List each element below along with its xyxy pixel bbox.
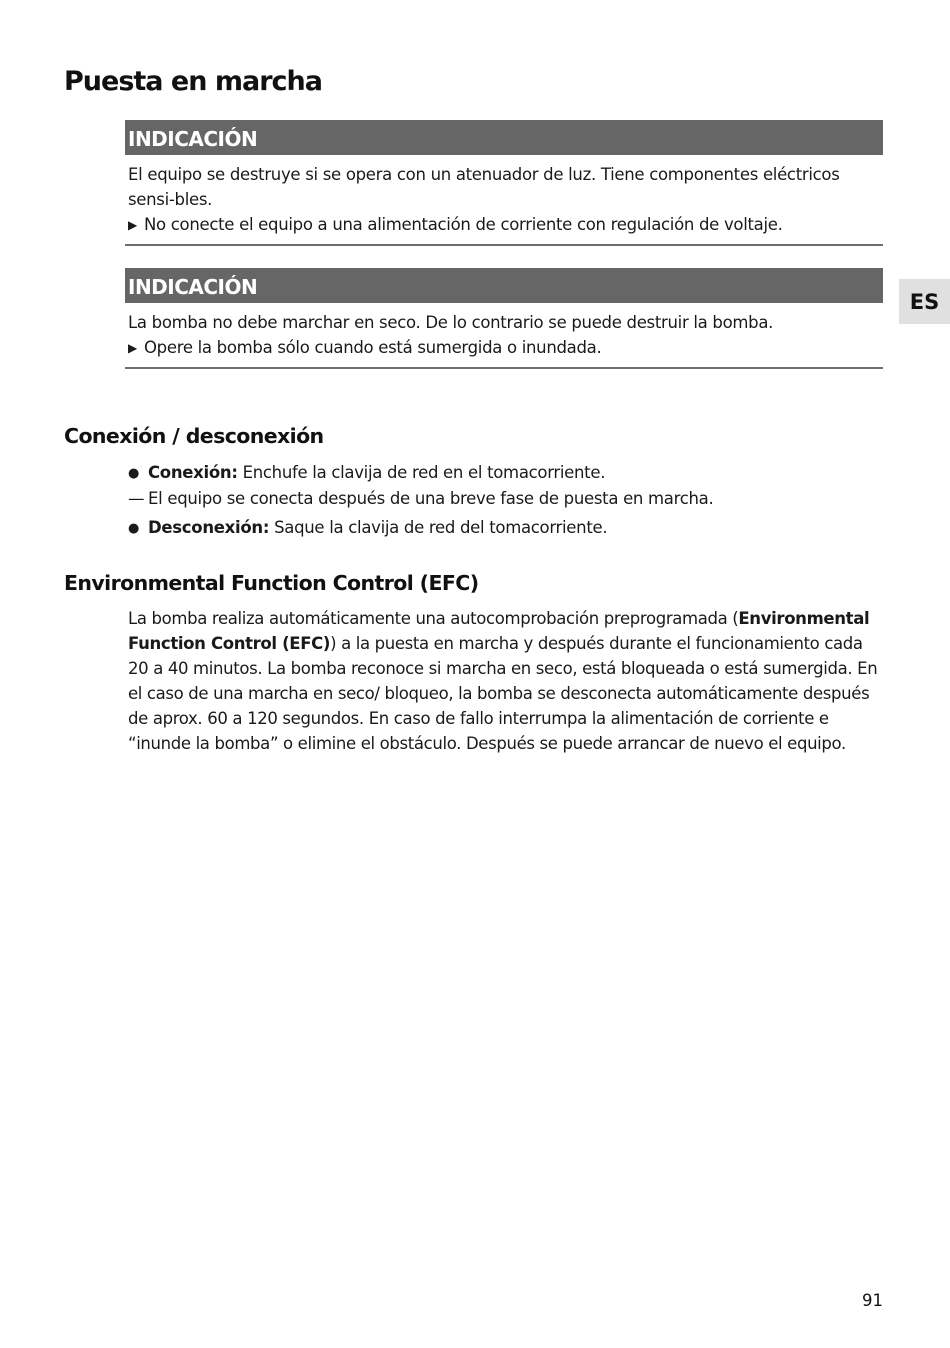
section-heading-connection: Conexión / desconexión xyxy=(64,424,324,448)
triangle-right-icon: ▶ xyxy=(128,218,137,232)
page-title: Puesta en marcha xyxy=(64,66,322,97)
connection-list xyxy=(128,460,888,541)
efc-text-after: ) a la puesta en marcha y después durante el funcionamiento cada 20 a 40 minutos. La bomba reconoce si marcha en seco, está bloqueada o está sumergida. En el caso de una marcha en seco/ bloqueo, la bomba se desconecta automáticamente después de aprox. 60 a 120 segundos. En caso de fallo interrumpa la alimentación de corriente e “inunde la bomba” o elimine el obstáculo. Después se puede arrancar de nuevo el equipo. xyxy=(128,634,878,753)
list-item-label: Desconexión: xyxy=(148,518,270,537)
list-item xyxy=(128,460,888,486)
notice-action-text: Opere la bomba sólo cuando está sumergida o inundada. xyxy=(144,338,602,357)
notice-header: INDICACIÓN xyxy=(125,120,883,155)
notice-box-dry-run xyxy=(125,268,883,369)
list-subitem-text: El equipo se conecta después de una breve fase de puesta en marcha. xyxy=(148,489,714,508)
notice-action xyxy=(128,335,883,367)
bullet-icon: ● xyxy=(128,521,140,536)
efc-text-before: La bomba realiza automáticamente una autocomprobación preprogramada ( xyxy=(128,609,739,628)
notice-text: El equipo se destruye si se opera con un atenuador de luz. Tiene componentes eléctricos sensi-bles. xyxy=(128,165,840,209)
notice-box-dimmer xyxy=(125,120,883,246)
list-subitem xyxy=(128,486,888,511)
list-item-label: Conexión: xyxy=(148,463,238,482)
triangle-right-icon: ▶ xyxy=(128,341,137,355)
notice-header: INDICACIÓN xyxy=(125,268,883,303)
list-item-text: Saque la clavija de red del tomacorriente. xyxy=(274,518,608,537)
page-number: 91 xyxy=(862,1291,883,1310)
dash-icon: — xyxy=(128,489,145,508)
efc-text-bold: Environmental Function Control (EFC) xyxy=(128,609,870,653)
language-tab: ES xyxy=(899,279,950,324)
bullet-icon: ● xyxy=(128,466,140,481)
section-heading-efc: Environmental Function Control (EFC) xyxy=(64,571,479,595)
notice-text: La bomba no debe marchar en seco. De lo contrario se puede destruir la bomba. xyxy=(128,313,774,332)
notice-action xyxy=(128,212,883,244)
efc-paragraph xyxy=(128,606,880,756)
list-item xyxy=(128,515,888,541)
notice-action-text: No conecte el equipo a una alimentación de corriente con regulación de voltaje. xyxy=(144,215,783,234)
list-item-text: Enchufe la clavija de red en el tomacorriente. xyxy=(242,463,606,482)
